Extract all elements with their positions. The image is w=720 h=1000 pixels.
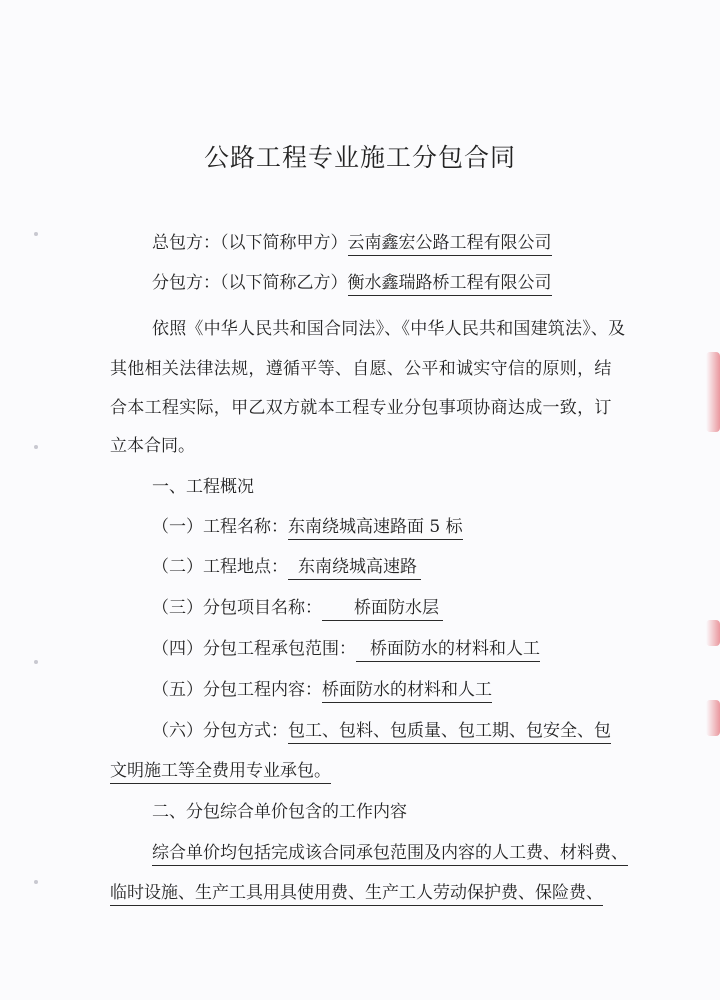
item3-line (152, 593, 443, 618)
item5-line (152, 675, 492, 700)
intro-line-3: 合本工程实际，甲乙双方就本工程专业分包事项协商达成一致，订 (110, 398, 612, 418)
binding-hole-mark (34, 232, 38, 236)
party-a-label: 总包方：（以下简称甲方） (152, 233, 348, 253)
seal-bleed-mark (706, 352, 720, 432)
item6-line-2 (110, 756, 331, 781)
party-b-line (152, 268, 552, 293)
item2-label: （二）工程地点： (152, 557, 288, 577)
section1-heading: 一、工程概况 (152, 477, 254, 497)
item4-label: （四）分包工程承包范围： (152, 639, 356, 659)
item6-label: （六）分包方式： (152, 721, 288, 741)
item6-line (152, 716, 611, 741)
item2-line (152, 552, 421, 577)
item5-value: 桥面防水的材料和人工 (322, 680, 492, 703)
section2-line-1 (152, 838, 628, 863)
item4-value: 桥面防水的材料和人工 (356, 639, 540, 662)
item6-value-line1: 包工、包料、包质量、包工期、包安全、包 (288, 721, 611, 744)
binding-hole-mark (34, 445, 38, 449)
item2-value: 东南绕城高速路 (288, 557, 421, 580)
seal-bleed-mark (706, 620, 720, 646)
document-title: 公路工程专业施工分包合同 (203, 143, 516, 172)
intro-line-2: 其他相关法律法规，遵循平等、自愿、公平和诚实守信的原则，结 (110, 359, 612, 379)
item1-value: 东南绕城高速路面 5 标 (288, 517, 463, 540)
seal-bleed-mark (706, 700, 720, 736)
intro-line-1: 依照《中华人民共和国合同法》、《中华人民共和国建筑法》、及 (152, 319, 626, 339)
item6-value-line2: 文明施工等全费用专业承包。 (110, 761, 331, 784)
item4-line (152, 634, 540, 659)
party-b-label: 分包方：（以下简称乙方） (152, 273, 348, 293)
item1-label: （一）工程名称： (152, 517, 288, 537)
section2-text-1: 综合单价均包括完成该合同承包范围及内容的人工费、材料费、 (152, 843, 628, 866)
party-a-line (152, 228, 552, 253)
section2-line-2 (110, 878, 603, 903)
item3-value: 桥面防水层 (322, 598, 443, 621)
binding-hole-mark (34, 660, 38, 664)
intro-line-4: 立本合同。 (110, 436, 195, 456)
party-b-name: 衡水鑫瑞路桥工程有限公司 (348, 273, 552, 296)
section2-text-2: 临时设施、生产工具用具使用费、生产工人劳动保护费、保险费、 (110, 883, 603, 906)
item5-label: （五）分包工程内容： (152, 680, 322, 700)
section2-heading: 二、分包综合单价包含的工作内容 (152, 802, 407, 822)
party-a-name: 云南鑫宏公路工程有限公司 (348, 233, 552, 256)
binding-hole-mark (34, 880, 38, 884)
item1-line (152, 512, 463, 537)
item3-label: （三）分包项目名称： (152, 598, 322, 618)
